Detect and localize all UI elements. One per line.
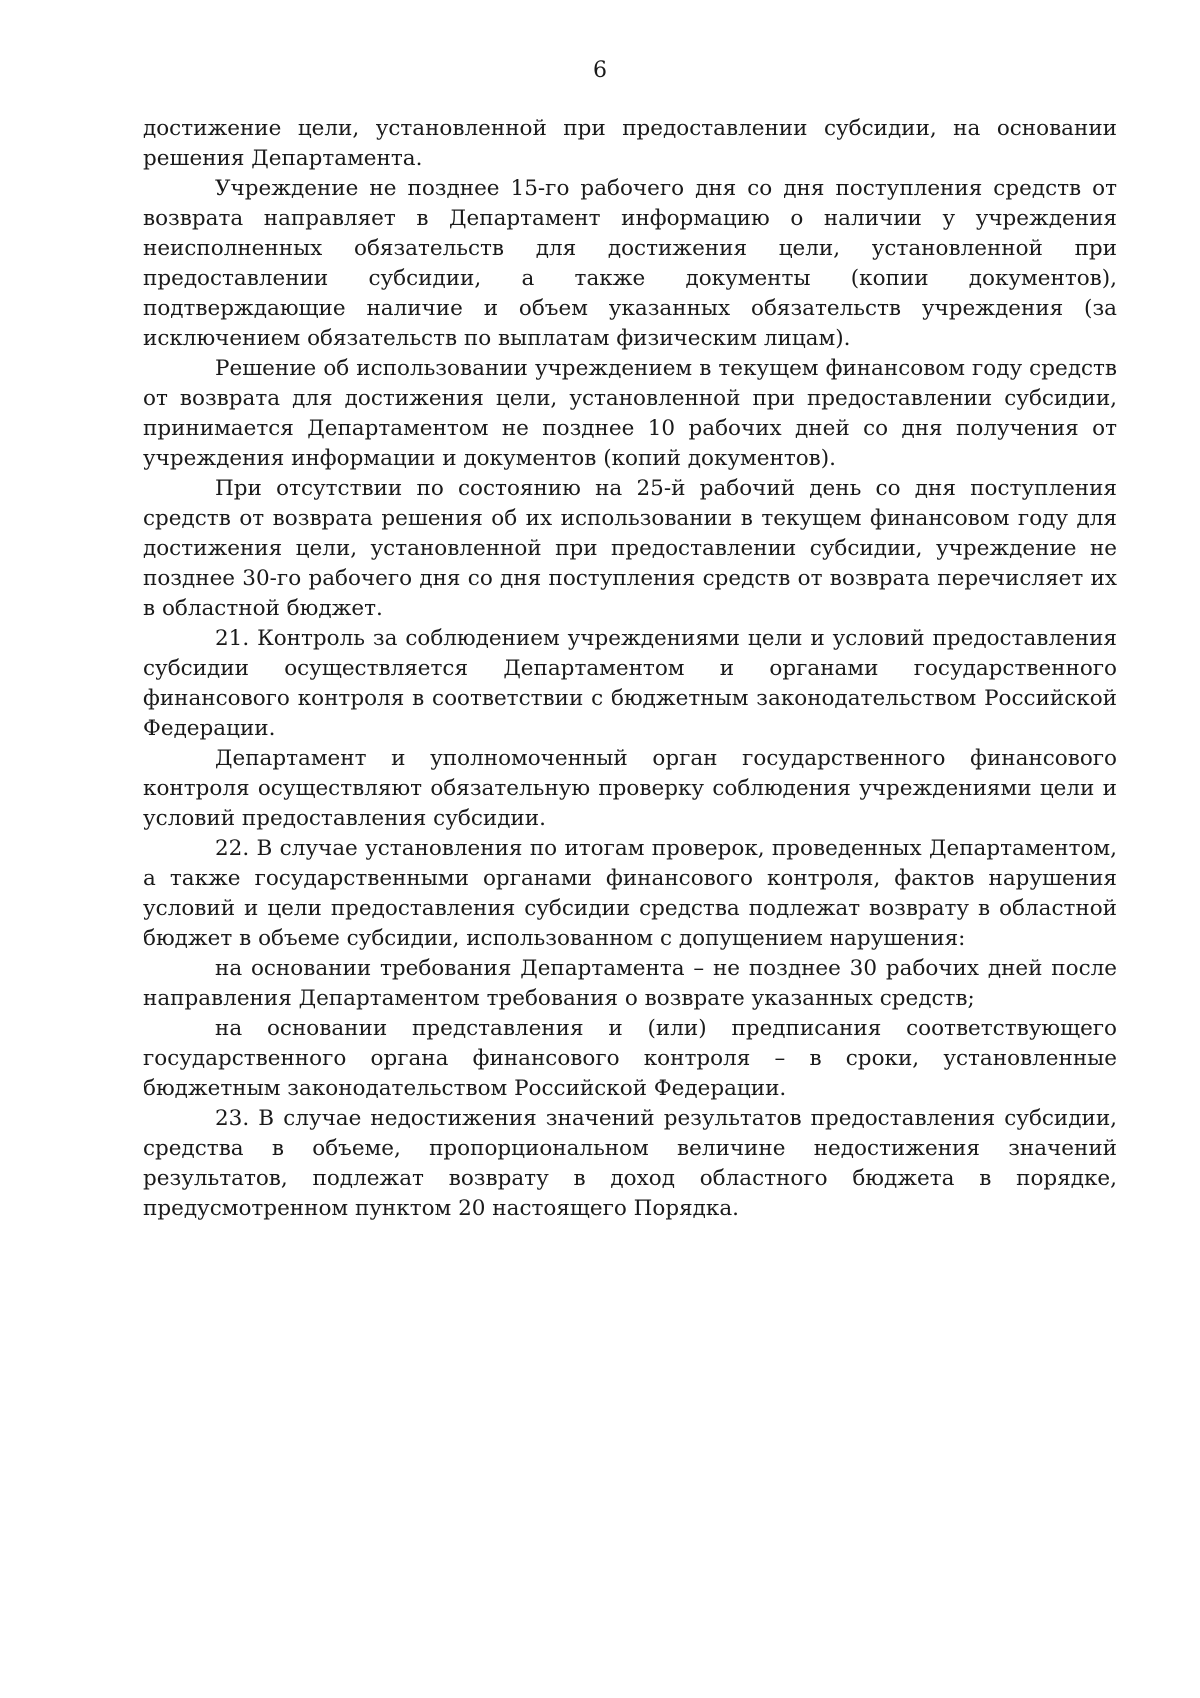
paragraph-department-requirement: на основании требования Департамента – не позднее 30 рабочих дней после направления Департаментом требования о возврате указанных средств; xyxy=(143,956,1117,1011)
page-number: 6 xyxy=(593,58,607,83)
document-body xyxy=(143,114,1117,1224)
paragraph-item-21: 21. Контроль за соблюдением учреждениями цели и условий предоставления субсидии осуществляется Департаментом и органами государственного финансового контроля в соответствии с бюджетным законодательством Российской Федерации. xyxy=(143,626,1117,741)
paragraph-item-23: 23. В случае недостижения значений результатов предоставления субсидии, средства в объеме, пропорциональном величине недостижения значений результатов, подлежат возврату в доход областного бюджета в порядке, предусмотренном пунктом 20 настоящего Порядка. xyxy=(143,1106,1117,1221)
paragraph-mandatory-check: Департамент и уполномоченный орган государственного финансового контроля осуществляют обязательную проверку соблюдения учреждениями цели и условий предоставления субсидии. xyxy=(143,746,1117,831)
paragraph-item-22: 22. В случае установления по итогам проверок, проведенных Департаментом, а также государственными органами финансового контроля, фактов нарушения условий и цели предоставления субсидии средства подлежат возврату в областной бюджет в объеме субсидии, использованном с допущением нарушения: xyxy=(143,836,1117,951)
paragraph-decision-usage: Решение об использовании учреждением в текущем финансовом году средств от возврата для достижения цели, установленной при предоставлении субсидии, принимается Департаментом не позднее 10 рабочих дней со дня получения от учреждения информации и документов (копий документов). xyxy=(143,356,1117,471)
paragraph-continuation: достижение цели, установленной при предоставлении субсидии, на основании решения Департамента. xyxy=(143,116,1117,171)
paragraph-control-body-order: на основании представления и (или) предписания соответствующего государственного органа финансового контроля – в сроки, установленные бюджетным законодательством Российской Федерации. xyxy=(143,1016,1117,1101)
paragraph-absence-decision: При отсутствии по состоянию на 25-й рабочий день со дня поступления средств от возврата решения об их использовании в текущем финансовом году для достижения цели, установленной при предоставлении субсидии, учреждение не позднее 30-го рабочего дня со дня поступления средств от возврата перечисляет их в областной бюджет. xyxy=(143,476,1117,621)
paragraph-institution-obligations: Учреждение не позднее 15-го рабочего дня со дня поступления средств от возврата направляет в Департамент информацию о наличии у учреждения неисполненных обязательств для достижения цели, установленной при предоставлении субсидии, а также документы (копии документов), подтверждающие наличие и объем указанных обязательств учреждения (за исключением обязательств по выплатам физическим лицам). xyxy=(143,176,1117,351)
